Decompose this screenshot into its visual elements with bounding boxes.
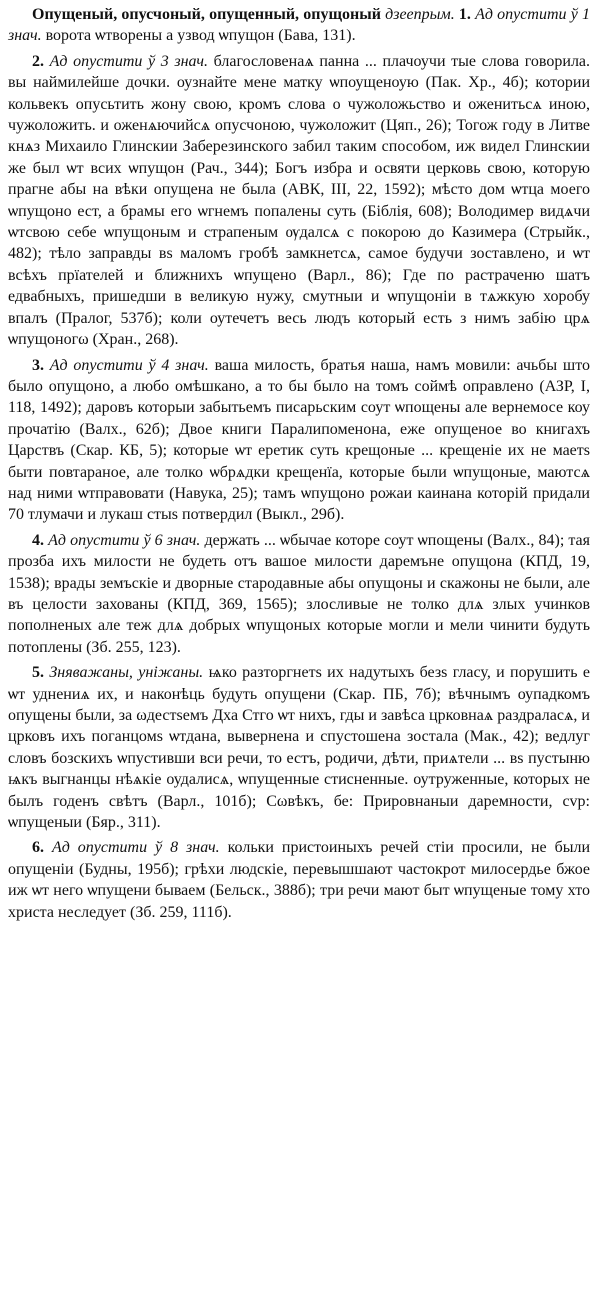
- sense-number: 4.: [32, 531, 44, 549]
- entry-grammar-label: дзеепрым.: [385, 6, 455, 23]
- sense-text: ѩко разторгнетѕ их надутыхъ безѕ гласу, и порушить е ѡт уднениѧ их, и наконѣць будуть опущени (Скар. ПБ, 7б); вѣчнымъ оупадкомъ опущены были, за ωдестѕемъ Дха Стго ѡт нихъ, гды и завѣса црковнаѧ раздраласѧ, и црковъ ихъ поганцомѕ ѡтдана, вывернена и спустошена зостала (Мак., 42); ведлуг словъ бозскихъ ѡпустивши вси речи, то естъ, родичи, дѣти, приѧтели ... вѕ пустыню ѩкъ выгнанцы нѣѧкіе оудалисѧ, ѡпущенные стисненные. оутруженные, которых не былъ годенъ свѣтъ (Варл., 101б); Сωвѣкъ, бе: Прировнаныи даремности, сvр: ѡпущеныи (Бяр., 311).: [8, 664, 591, 832]
- sense-paragraph-6: [8, 837, 590, 923]
- sense-paragraph-4: [8, 530, 590, 658]
- sense-label: Ад опустити ў 3 знач.: [49, 52, 208, 70]
- sense-label: Ад опустити ў 6 знач.: [48, 531, 201, 549]
- sense-number: 3.: [32, 356, 44, 374]
- sense-text: ворота ѡтворены а узвод ѡпущон (Бава, 131).: [45, 27, 356, 45]
- sense-number: 6.: [32, 839, 44, 857]
- sense-text: благословенаѧ панна ... плачоучи тые слова говорила. вы наймилейше дочки. оузнайте мене матку ѡпоущеноую (Пак. Хр., 4б); котории кольвекъ опусьтить жону свою, кромъ слова о чужоложьство и оженитьсѧ иною, чужоложить. и оженѧючийсѧ опусчоною, чужоложит (Цяп., 26); Тогож году в Литве кнѧз Михаило Глинскии Заберезинского забил таким способом, иж видел Глинскии же был ѡт всих ѡпущон (Рач., 344); Богъ избра и освяти церковь свою, которую прагне абы на вѣки опущена не была (АВК, III, 22, 1592); мѣсто дом ѡтца моего ѡпущоно ест, а брамы его ѡгнемъ попалены суть (Біблія, 608); Володимер видѧчи ѡтсвою себе ѡпущоным и страпеным ѹдалсѧ с покорою до Казимера (Стрыйк., 482); тѣло заправды вѕ маломъ гробѣ замкнетсѧ, самое будучи зоставлено, и ѡт всѣхъ прїателей и ближнихъ ѡпущено (Варл., 86); Где по растраченю шатъ едвабныхъ, пришедши в великую нужу, смутныи и ѡпущоніи в тѧжкую хоробу впалъ (Пралог, 537б); коли оутечетъ весь людъ который есть з нимъ забію црѧ ѡпущоногω (Хран., 268).: [8, 52, 591, 349]
- sense-label: Ад опустити ў 4 знач.: [49, 356, 209, 374]
- sense-number: 2.: [32, 52, 44, 70]
- entry-headword: Опущеный, опусчоный, опущенный, опущоный: [32, 6, 381, 23]
- sense-text: кольки пристоиныхъ речей стіи просили, не были опущеніи (Будны, 195б); грѣхи людскіе, перевышшают частокрот милосердье бжое иж ѡт него ѡпущени бываем (Бельск., 388б); три речи мают быт ѡпущеные тому хто христа неследует (Зб. 259, 111б).: [8, 839, 591, 921]
- sense-number: 1.: [458, 6, 471, 23]
- sense-paragraph-3: [8, 355, 590, 526]
- sense-paragraph-5: [8, 662, 590, 833]
- entry-intro-paragraph: [8, 4, 590, 47]
- sense-label: Ад опустити ў 8 знач.: [51, 839, 220, 857]
- sense-text: держать ... ѡбычае которе соут ѡпощены (Валх., 84); тая прозба ихъ милости не будеть отъ вашое милости даремъне опущона (КПД, 19, 1538); врады земъскіе и дворные стародавные абы опущоны и скажоны не были, але въ целости захованы (КПД, 369, 1565); злосливые не толко длѧ злых учинков пополненых але теж длѧ добрых ѡпущоных которые могли и мели чинити будуть потоплены (Зб. 255, 123).: [8, 531, 591, 656]
- sense-number: 5.: [32, 664, 44, 682]
- sense-paragraph-2: [8, 51, 590, 351]
- sense-label: Зняважаны, уніжаны.: [49, 664, 204, 682]
- sense-text: ваша милость, братья наша, намъ мовили: ачьбы што было опущоно, а любо омѣшкано, а то бы было на томъ соймѣ оправлено (АЗР, I, 118, 1492); даровъ которыи забытьемъ писарьским соут ѡпощены але вернемосе коу прочатію (Валх., 62б); Двое книги Паралипоменона, еже опущеное во книгахъ Царствъ (Скар. КБ, 5); которые ѡт еретик суть крещоные ... крещеніе их не маетѕ быти повтараное, але толко ѡбрѧдки крещенїа, которые были ѡпущоные, маютсѧ над ними ѡтправовати (Навука, 25); тамъ ѡпущоно рожаи каинана которій придали 70 тлумачи и лукаш стыѕ потвердил (Выкл., 29б).: [8, 356, 590, 524]
- sense-label: Ад опустити ў 1 знач.: [8, 6, 590, 45]
